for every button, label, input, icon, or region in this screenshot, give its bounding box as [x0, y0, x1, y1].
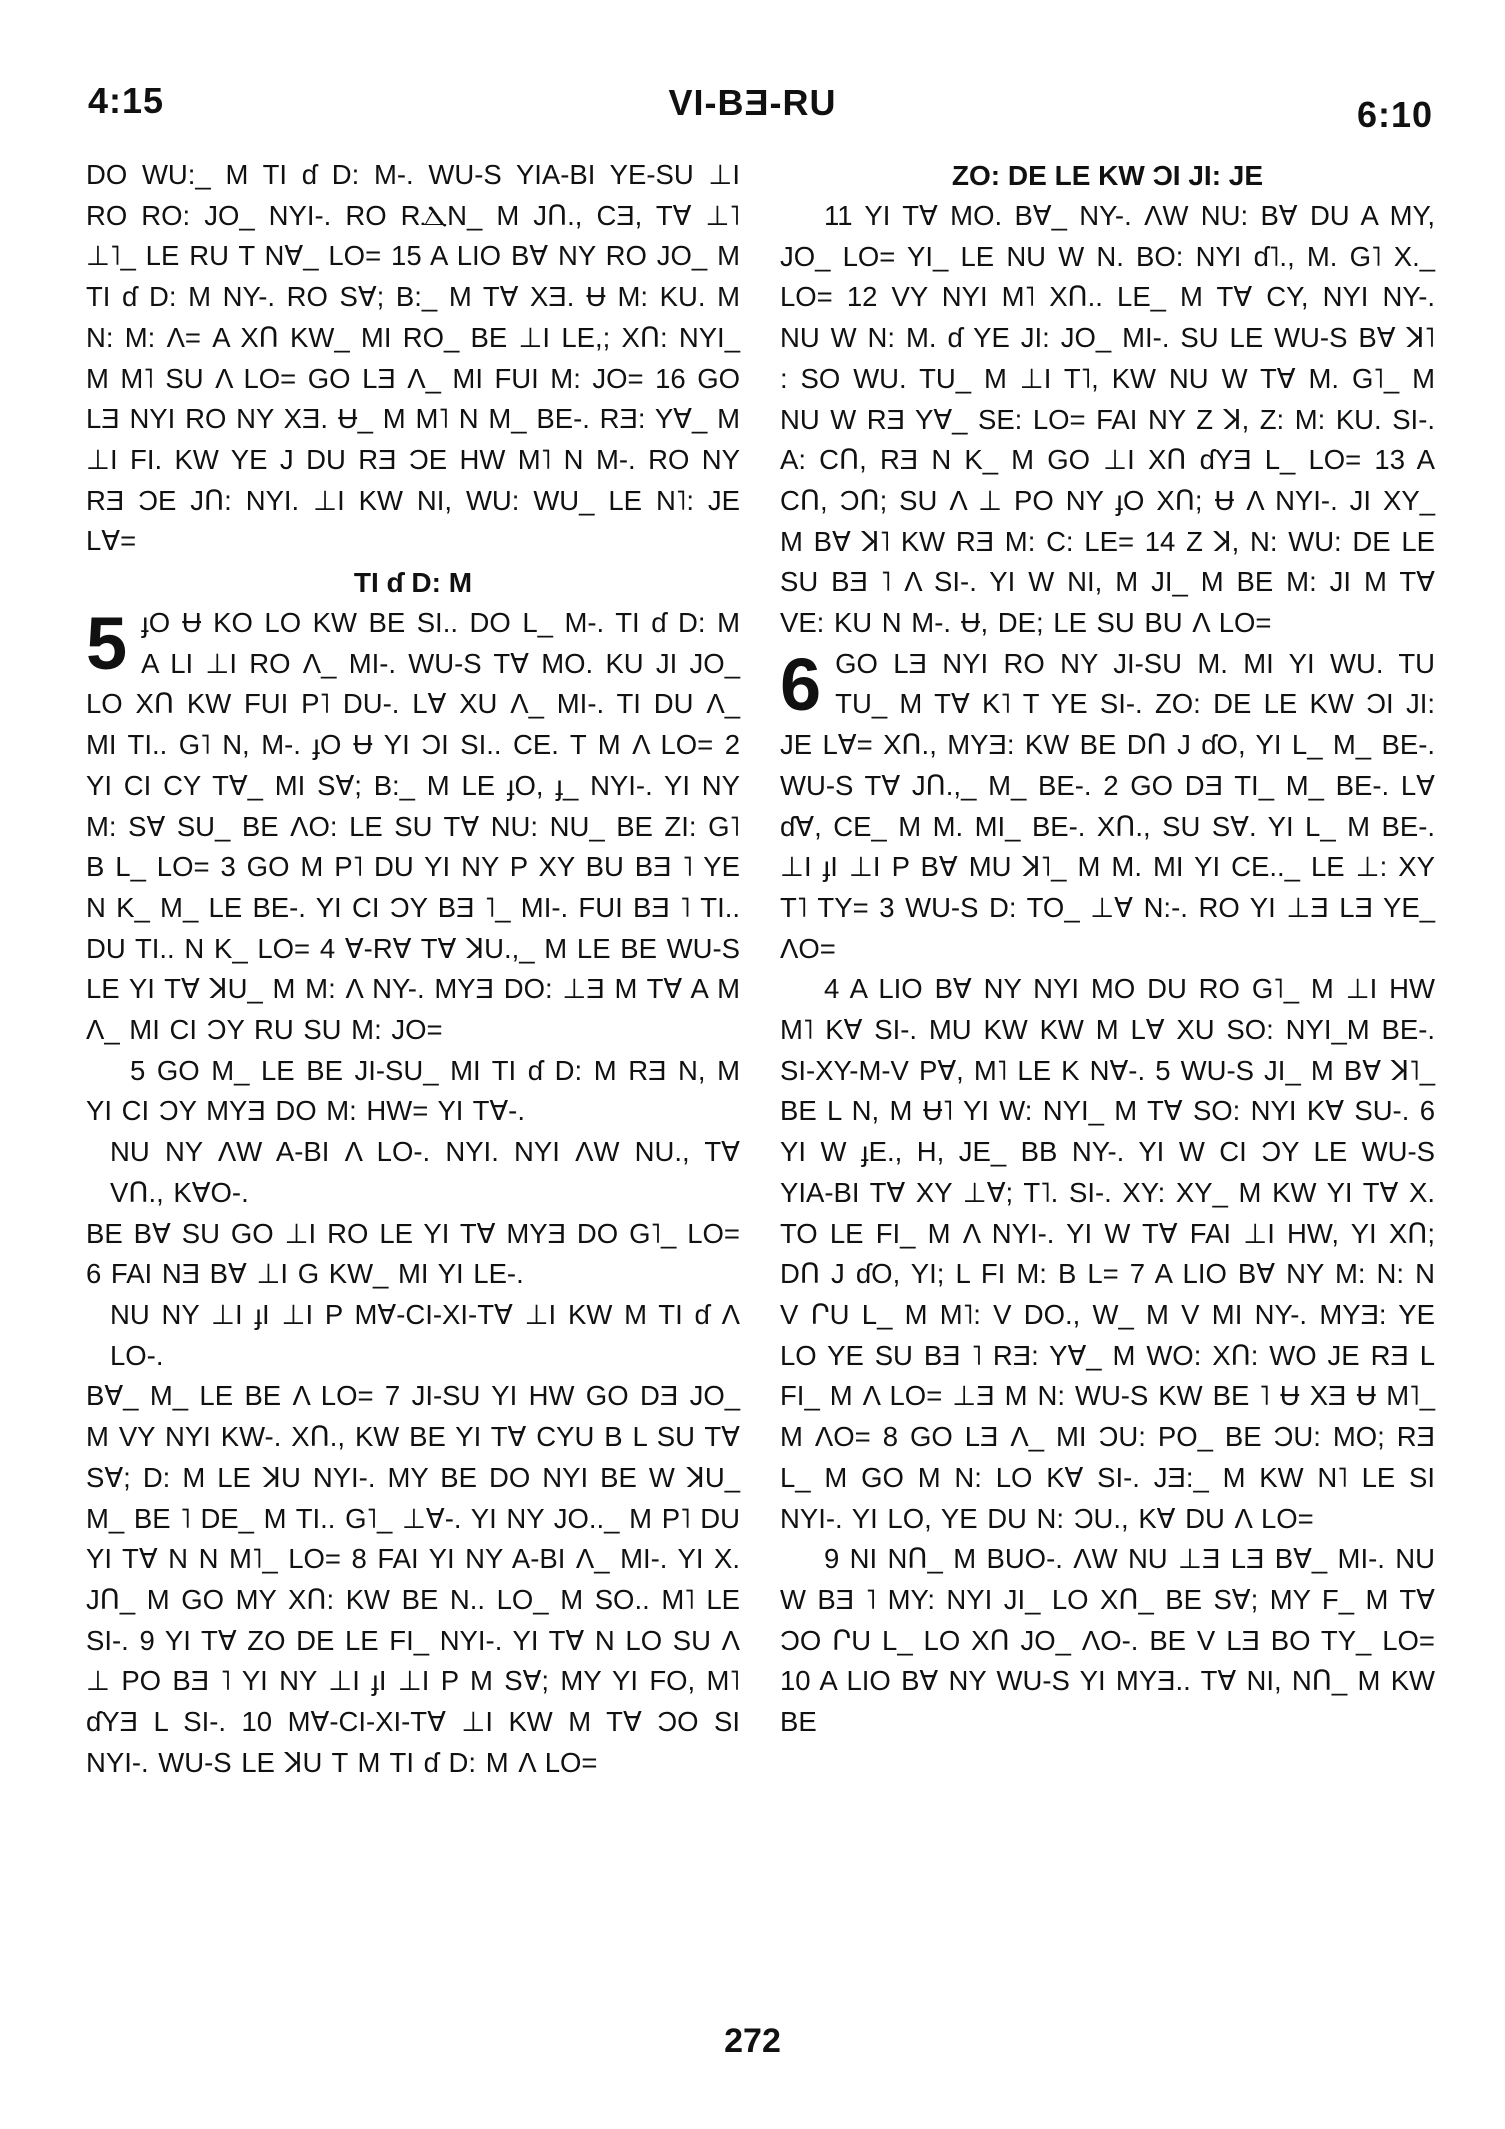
- paragraph: BE BⱯ SU GO ⊥I RO LE YI TⱯ MYƎ DO G˥_ LO= 6 FAI NƎ BⱯ ⊥I G KW_ MI YI LE-.: [86, 1217, 740, 1290]
- section-heading: ZO: DE LE KW ƆI JI: JE: [951, 160, 1264, 191]
- running-header-left: 4:15: [88, 80, 165, 121]
- right-column: [780, 155, 1435, 1743]
- chapter-number: 6: [780, 642, 822, 726]
- paragraph: 5 GO M_ LE BE JI-SU_ MI TI ɗ D: M RƎ N, M YI CI ƆY MYƎ DO M: HW= YI TⱯ-.: [86, 1054, 740, 1127]
- chapter-start: [86, 603, 740, 1051]
- poetry-line: NU NY ⊥I ɟI ⊥I P MⱯ-CI-XI-TⱯ ⊥I KW M TI ɗ Λ LO-.: [110, 1298, 740, 1371]
- chapter-start: [780, 644, 1435, 970]
- paragraph: GO LƎ NYI RO NY JI-SU M. MI YI WU. TU TU_ M TⱯ K˥ T YE SI-. ZO: DE LE KW ƆI JI: JE LⱯ= XՈ., MYƎ: KW BE DՈ J ɗO, YI L_ M_ BE-. WU-S TⱯ JՈ.,_ M_ BE-. 2 GO DƎ TI_ M_ BE-. LⱯ ɗⱯ, CE_ M M. MI_ BE-. XՈ., SU SⱯ. YI L_ M BE-. ⊥I ɟI ⊥I P BⱯ MU ꓘ˥_ M M. MI YI CE.._ LE ⊥: XY T˥ TY= 3 WU-S D: TO_ ⊥Ɐ N:-. RO YI ⊥Ǝ LƎ YE_ ΛO=: [780, 647, 1435, 964]
- paragraph: DO WU:_ M TI ɗ D: M-. WU-S YIA-BI YE-SU ⊥I RO RO: JO_ NYI-. RO RⲆN_ M JՈ., CƎ, TⱯ ⊥˥ ⊥˥_ LE RU T NⱯ_ LO= 15 A LIO BⱯ NY RO JO_ M TI ɗ D: M NY-. RO SⱯ; B:_ M TⱯ XƎ. Ʉ M: KU. M N: M: Λ= A XՈ KW_ MI RO_ BE ⊥I LE,; XՈ: NYI_ M M˥ SU Λ LO= GO LƎ Λ_ MI FUI M: JO= 16 GO LƎ NYI RO NY XƎ. Ʉ_ M M˥ N M_ BE-. RƎ: YⱯ_ M ⊥I FI. KW YE J DU RƎ ƆE HW M˥ N M-. RO NY RƎ ƆE JՈ: NYI. ⊥I KW NI, WU: WU_ LE N˥: JE LⱯ=: [86, 159, 740, 557]
- chapter-number: 5: [86, 602, 128, 686]
- paragraph: 9 NI NՈ_ M BUO-. ΛW NU ⊥Ǝ LƎ BⱯ_ MI-. NU W BƎ ˥ MY: NYI JI_ LO XՈ_ BE SⱯ; MY F_ M TⱯ ƆO ՐU L_ LO XՈ JO_ ΛO-. BE V LƎ BO TY_ LO= 10 A LIO BⱯ NY WU-S YI MYƎ.. TⱯ NI, NՈ_ M KW BE: [780, 1543, 1435, 1738]
- left-column: [86, 155, 740, 1783]
- running-header-title: VI-BƎ-RU: [668, 82, 837, 123]
- section-heading: TI ɗ D: M: [353, 567, 473, 599]
- paragraph: 11 YI TⱯ MO. BⱯ_ NY-. ΛW NU: BⱯ DU A MY, JO_ LO= YI_ LE NU W N. BO: NYI ɗ˥., M. G˥ X._ LO= 12 VY NYI M˥ XՈ.. LE_ M TⱯ CY, NYI NY-. NU W N: M. ɗ YE JI: JO_ MI-. SU LE WU-S BⱯ ꓘ˥ : SO WU. TU_ M ⊥I T˥, KW NU W TⱯ M. G˥_ M NU W RƎ YⱯ_ SE: LO= FAI NY Z ꓘ, Z: M: KU. SI-. A: CՈ, RƎ N K_ M GO ⊥I XՈ ɗYƎ L_ LO= 13 A CՈ, ƆՈ; SU Λ ⊥ PO NY ɟO XՈ; Ʉ Λ NYI-. JI XY_ M BⱯ ꓘ˥ KW RƎ M: C: LE= 14 Z ꓘ, N: WU: DE LE SU BƎ ˥ Λ SI-. YI W NI, M JI_ M BE M: JI M TⱯ VE: KU N M-. Ʉ, DE; LE SU BU Λ LO=: [780, 200, 1435, 639]
- paragraph: ɟO Ʉ KO LO KW BE SI.. DO L_ M-. TI ɗ D: M A LI ⊥I RO Λ_ MI-. WU-S TⱯ MO. KU JI JO_ LO XՈ KW FUI P˥ DU-. LⱯ XU Λ_ MI-. TI DU Λ_ MI TI.. G˥ N, M-. ɟO Ʉ YI ƆI SI.. CE. T M Λ LO= 2 YI CI CY TⱯ_ MI SⱯ; B:_ M LE ɟO, ɟ_ NYI-. YI NY M: SⱯ SU_ BE ΛO: LE SU TⱯ NU: NU_ BE ZI: G˥ B L_ LO= 3 GO M P˥ DU YI NY P XY BU BƎ ˥ YE N K_ M_ LE BE-. YI CI ƆY BƎ ˥_ MI-. FUI BƎ ˥ TI.. DU TI.. N K_ LO= 4 Ɐ-RⱯ TⱯ ꓘU.,_ M LE BE WU-S LE YI TⱯ ꓘU_ M M: Λ NY-. MYƎ DO: ⊥Ǝ M TⱯ A M Λ_ MI CI ƆY RU SU M: JO=: [86, 607, 740, 1046]
- page-number: 272: [724, 2022, 781, 2060]
- paragraph: BⱯ_ M_ LE BE Λ LO= 7 JI-SU YI HW GO DƎ JO_ M VY NYI KW-. XՈ., KW BE YI TⱯ CYU B L SU TⱯ SⱯ; D: M LE ꓘU NYI-. MY BE DO NYI BE W ꓘU_ M_ BE ˥ DE_ M TI.. G˥_ ⊥Ɐ-. YI NY JO.._ M P˥ DU YI TⱯ N N M˥_ LO= 8 FAI YI NY A-BI Λ_ MI-. YI X. JՈ_ M GO MY XՈ: KW BE N.. LO_ M SO.. M˥ LE SI-. 9 YI TⱯ ZO DE LE FI_ NYI-. YI TⱯ N LO SU Λ ⊥ PO BƎ ˥ YI NY ⊥I ɟI ⊥I P M SⱯ; MY YI FO, M˥ ɗYƎ L SI-. 10 MⱯ-CI-XI-TⱯ ⊥I KW M TⱯ ƆO SI NYI-. WU-S LE ꓘU T M TI ɗ D: M Λ LO=: [86, 1380, 740, 1778]
- paragraph: 4 A LIO BⱯ NY NYI MO DU RO G˥_ M ⊥I HW M˥ KⱯ SI-. MU KW KW M LⱯ XU SO: NYI_M BE-. SI-XY-M-V PⱯ, M˥ LE K NⱯ-. 5 WU-S JI_ M BⱯ ꓘ˥_ BE L N, M Ʉ˥ YI W: NYI_ M TⱯ SO: NYI KⱯ SU-. 6 YI W ɟE., H, JE_ BB NY-. YI W CI ƆY LE WU-S YIA-BI TⱯ XY ⊥Ɐ; T˥. SI-. XY: XY_ M KW YI TⱯ X. TO LE FI_ M Λ NYI-. YI W TⱯ FAI ⊥I HW, YI XՈ; DՈ J ɗO, YI; L FI M: B L= 7 A LIO BⱯ NY M: N: N V ՐU L_ M M˥: V DO., W_ M V MI NY-. MYƎ: YE LO YE SU BƎ ˥ RƎ: YⱯ_ M WO: XՈ: WO JE RƎ L FI_ M Λ LO= ⊥Ǝ M N: WU-S KW BE ˥ Ʉ XƎ Ʉ M˥_ M ΛO= 8 GO LƎ Λ_ MI ƆU: PO_ BE ƆU: MO; RƎ L_ M GO M N: LO KⱯ SI-. JƎ:_ M KW N˥ LE SI NYI-. YI LO, YE DU N: ƆU., KⱯ DU Λ LO=: [780, 973, 1435, 1534]
- running-header-right: 6:10: [1356, 94, 1433, 135]
- poetry-line: NU NY ΛW A-BI Λ LO-. NYI. NYI ΛW NU., TⱯ VՈ., KⱯO-.: [110, 1136, 740, 1208]
